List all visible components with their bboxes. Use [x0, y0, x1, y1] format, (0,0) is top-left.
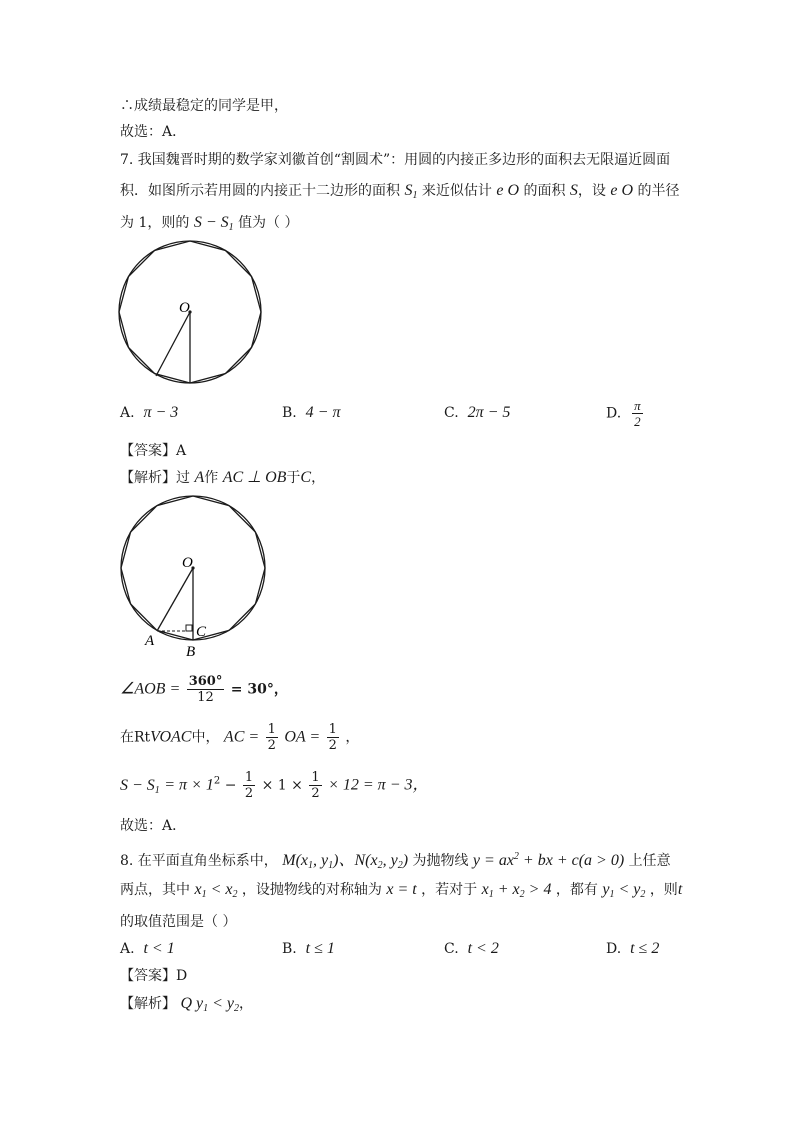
q8-analysis-line: 【解析】 Q $y_1 < y_2$，: [120, 995, 254, 1014]
q7-option-d[interactable]: D. $\frac{\pi}{2}$: [606, 398, 641, 429]
q8-option-b[interactable]: B. t ≤ 1: [282, 940, 335, 957]
sym-circle-o: e O: [496, 182, 520, 199]
label-a: A: [145, 633, 155, 649]
q7-option-c[interactable]: C. 2π − 5: [444, 404, 511, 421]
right-angle-mark: [186, 625, 192, 631]
sym-s-minus-s1: $S - S_1$: [193, 214, 234, 233]
q7-answer: 【答案】A: [120, 443, 187, 459]
q7-analysis-line: 【解析】过 A作 AC ⊥ OB于C，: [120, 469, 326, 486]
q7-text: 的面积: [523, 183, 566, 199]
q8-stem-line-1: 8. 在平面直角坐标系中， $M(x_1$, $y_1$)、$N(x_2$, $y_2$) 为抛物线 $y = ax^2$ + bx + c(a > 0) 上任意: [120, 851, 671, 871]
q8-option-c[interactable]: C. t < 2: [444, 940, 499, 957]
eq-angle: ∠AOB = $\frac{360^\circ}{12}$ = 30°，: [120, 674, 288, 705]
eq-rt: 在RtVOAC中， AC = $\frac{1}{2}$ OA = $\frac{1}{2}$ ，: [120, 722, 360, 753]
q7-figure-dodecagon: [116, 238, 276, 388]
label-o: O: [179, 300, 190, 316]
q7-text: 积．如图所示若用圆的内接正十二边形的面积: [120, 183, 400, 199]
therefore-line: ∴成绩最稳定的同学是甲，: [120, 98, 288, 114]
q8-stem-line-3: 的取值范围是（ ）: [120, 914, 237, 930]
label-b: B: [186, 644, 196, 660]
q7-text: 的半径: [637, 183, 680, 199]
choice-line-top: 故选：A．: [120, 124, 187, 140]
sym-s1: $S_1$: [404, 182, 418, 201]
q7-choice-line: 故选：A．: [120, 818, 187, 834]
segment-oa: [157, 568, 193, 631]
q8-option-a[interactable]: A. t < 1: [120, 940, 175, 957]
q7-stem-line-3: [120, 213, 299, 238]
q7-stem-line-2: [120, 181, 679, 206]
q7-text: 为 1，则的: [120, 215, 190, 231]
label-o: O: [182, 555, 193, 571]
q8-stem-line-2: 两点，其中 $x_1 < x_2$ ，设抛物线的对称轴为 x = t ，若对于 $x_1 + x_2 > 4$ ，都有 $y_1 < y_2$ ，则t: [120, 881, 683, 900]
radius-oa: [156, 312, 190, 376]
q7-option-a[interactable]: A. π − 3: [120, 404, 179, 421]
q7-text: 值为（ ）: [238, 215, 299, 231]
sym-s: S: [569, 182, 578, 199]
q7-text: 来近似估计: [421, 183, 492, 199]
label-c: C: [196, 624, 207, 640]
q7-text: ，设: [577, 183, 606, 199]
q7-option-b[interactable]: B. 4 − π: [282, 404, 341, 421]
eq-area: $S - S_1 = \pi \times 1^2$ − $\frac{1}{2}$ × 1 × $\frac{1}{2}$ × 12 = π − 3，: [120, 770, 429, 801]
q7-figure-analysis: [116, 492, 286, 662]
q7-stem-line-1: 7. 我国魏晋时期的数学家刘徽首创“割圆术”：用圆的内接正多边形的面积去无限逼近圆面: [120, 152, 671, 168]
q8-option-d[interactable]: D. t ≤ 2: [606, 940, 660, 957]
sym-circle-o: e O: [610, 182, 634, 199]
q8-answer: 【答案】D: [120, 968, 188, 984]
